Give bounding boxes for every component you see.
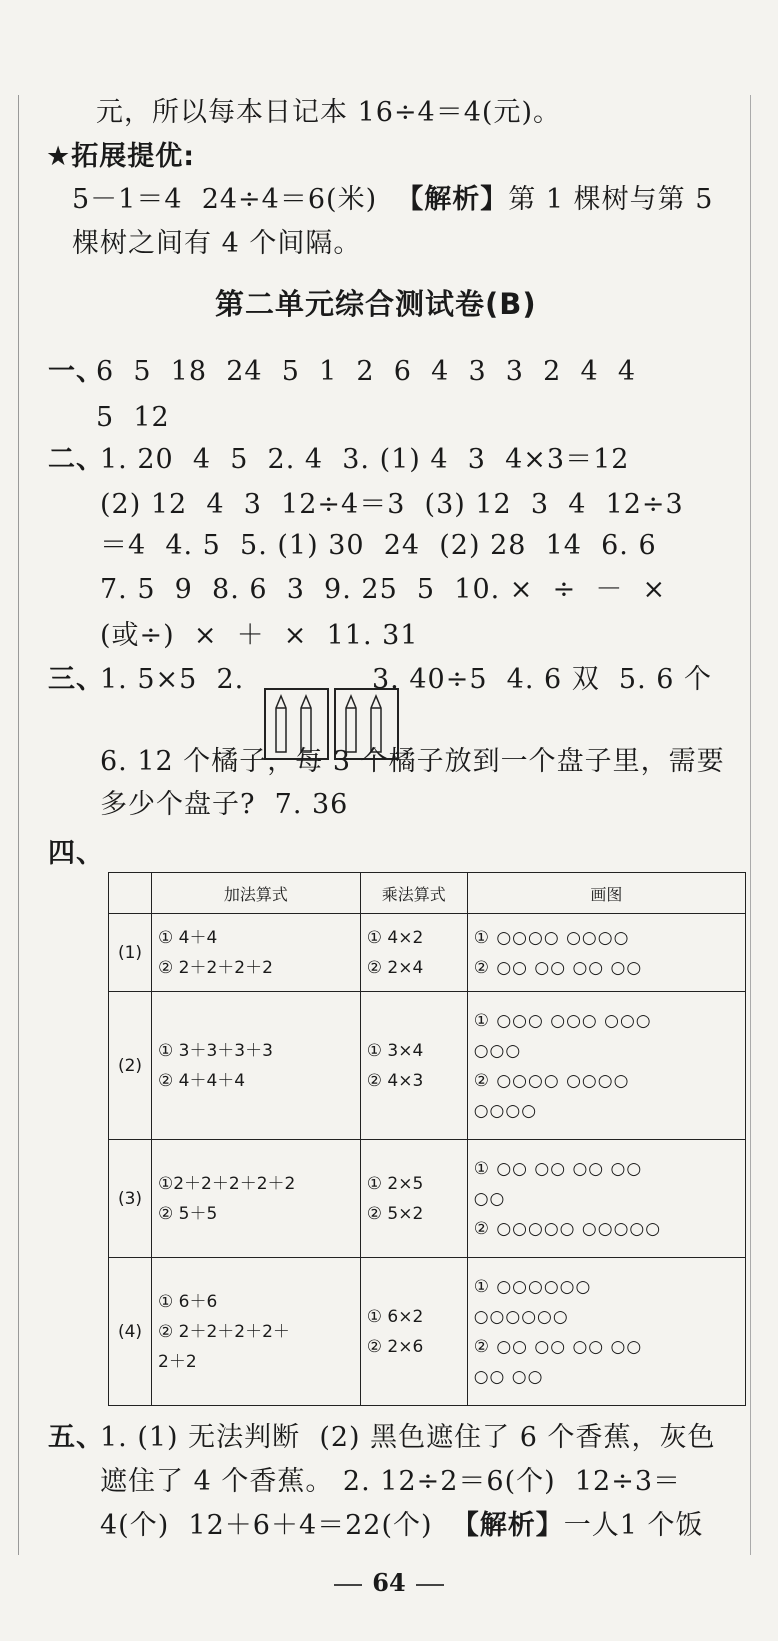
- drawing-cell: ① ○○○○○○ ○○○○○○ ② ○○ ○○ ○○ ○○ ○○ ○○: [467, 1258, 745, 1406]
- text-line-3: 5－1＝4 24÷4＝6(米) 【解析】第 1 棵树与第 5: [72, 184, 714, 215]
- section-5-line-c: 4(个) 12＋6＋4＝22(个) 【解析】一人1 个饭: [100, 1510, 704, 1541]
- multiplication-cell: ① 3×4 ② 4×3: [360, 992, 467, 1140]
- page-right-edge: [750, 95, 751, 1555]
- drawing-cell: ① ○○○ ○○○ ○○○ ○○○ ② ○○○○ ○○○○ ○○○○: [467, 992, 745, 1140]
- section-3-line-a2: 3. 40÷5 4. 6 双 5. 6 个: [372, 664, 713, 695]
- multiplication-cell: ① 4×2 ② 2×4: [360, 914, 467, 992]
- table-row: [109, 914, 746, 992]
- table-row: [109, 1258, 746, 1406]
- section-2-line-b: (2) 12 4 3 12÷4＝3 (3) 12 3 4 12÷3: [100, 489, 684, 520]
- table-header: [109, 873, 152, 914]
- section-2-line-d: 7. 5 9 8. 6 3 9. 25 5 10. × ÷ － ×: [100, 574, 667, 605]
- addition-cell: ①2＋2＋2＋2＋2 ② 5＋5: [152, 1140, 361, 1258]
- addition-cell: ① 3＋3＋3＋3 ② 4＋4＋4: [152, 992, 361, 1140]
- table-row: [109, 1140, 746, 1258]
- section-3-line-b: 6. 12 个橘子，每 3 个橘子放到一个盘子里，需要: [100, 746, 725, 777]
- table-header-row: [109, 873, 746, 914]
- addition-cell: ① 4＋4 ② 2＋2＋2＋2: [152, 914, 361, 992]
- section-2-line-e: (或÷) × ＋ × 11. 31: [100, 620, 419, 651]
- section-2-line-c: ＝4 4. 5 5. (1) 30 24 (2) 28 14 6. 6: [100, 530, 657, 561]
- section-1-line-a: 6 5 18 24 5 1 2 6 4 3 3 2 4 4: [96, 356, 636, 387]
- section-4-label: 四、: [48, 838, 104, 869]
- text-line-1: 元，所以每本日记本 16÷4＝4(元)。: [96, 97, 561, 128]
- row-label: (3): [109, 1140, 152, 1258]
- addition-cell: ① 6＋6 ② 2＋2＋2＋2＋ 2＋2: [152, 1258, 361, 1406]
- section-2-label: 二、: [48, 444, 104, 475]
- table-row: [109, 992, 746, 1140]
- section-2-line-a: 1. 20 4 5 2. 4 3. (1) 4 3 4×3＝12: [100, 444, 630, 475]
- multiplication-cell: ① 2×5 ② 5×2: [360, 1140, 467, 1258]
- section-1-line-b: 5 12: [96, 402, 170, 433]
- drawing-cell: ① ○○○○ ○○○○ ② ○○ ○○ ○○ ○○: [467, 914, 745, 992]
- page-number: 64: [0, 1568, 778, 1597]
- multiplication-cell: ① 6×2 ② 2×6: [360, 1258, 467, 1406]
- table-header: 画图: [467, 873, 745, 914]
- section-5-line-a: 1. (1) 无法判断 (2) 黑色遮住了 6 个香蕉，灰色: [100, 1422, 716, 1453]
- extension-heading: ★拓展提优:: [46, 141, 196, 172]
- drawing-cell: ① ○○ ○○ ○○ ○○ ○○ ② ○○○○○ ○○○○○: [467, 1140, 745, 1258]
- text-line-4: 棵树之间有 4 个间隔。: [72, 228, 362, 259]
- dash-right: [416, 1584, 444, 1586]
- section-1-label: 一、: [48, 356, 104, 387]
- section-5-label: 五、: [48, 1422, 104, 1453]
- row-label: (4): [109, 1258, 152, 1406]
- row-label: (1): [109, 914, 152, 992]
- section-title: 第二单元综合测试卷(B): [215, 287, 537, 321]
- section-5-line-b: 遮住了 4 个香蕉。 2. 12÷2＝6(个) 12÷3＝: [100, 1466, 681, 1497]
- star-icon: ★: [46, 141, 72, 172]
- section-3-line-a1: 1. 5×5 2.: [100, 664, 245, 695]
- section-3-label: 三、: [48, 664, 104, 695]
- dash-left: [334, 1584, 362, 1586]
- table-header: 加法算式: [152, 873, 361, 914]
- row-label: (2): [109, 992, 152, 1140]
- table-header: 乘法算式: [360, 873, 467, 914]
- page-left-edge: [18, 95, 19, 1555]
- section-4-table: [108, 872, 746, 1406]
- section-3-line-c: 多少个盘子? 7. 36: [100, 789, 349, 820]
